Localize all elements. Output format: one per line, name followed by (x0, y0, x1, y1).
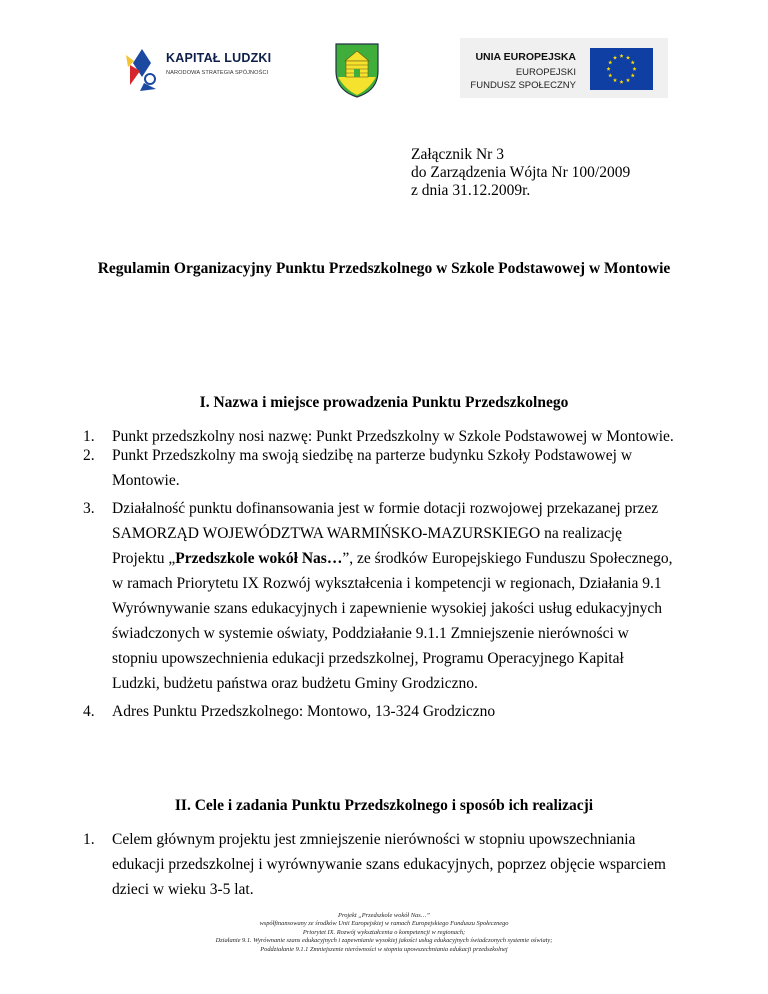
eu-logo (460, 38, 668, 98)
annex-line-2: do Zarządzenia Wójta Nr 100/2009 (411, 164, 631, 181)
list-item-line (112, 550, 673, 568)
kapital-ludzki-emblem-icon (122, 47, 162, 93)
kapital-ludzki-subtitle: NARODOWA STRATEGIA SPÓJNOŚCI (166, 70, 269, 76)
footer-line: Projekt „Przedszkole wokół Nas…” (338, 912, 430, 919)
list-item-line: Montowie. (112, 472, 180, 489)
coat-of-arms-icon (333, 41, 381, 99)
document-title: Regulamin Organizacyjny Punktu Przedszkolnego w Szkole Podstawowej w Montowie (97, 260, 671, 277)
list-item-number: 1. (83, 428, 95, 445)
kapital-ludzki-name: KAPITAŁ LUDZKI (166, 51, 272, 65)
kapital-ludzki-logo (122, 45, 272, 95)
list-item-line: Ludzki, budżetu państwa oraz budżetu Gminy Grodziczno. (112, 675, 478, 692)
eu-flag-icon (590, 48, 653, 90)
project-prefix: Projektu „ (112, 550, 176, 567)
list-item-line: Punkt Przedszkolny ma swoją siedzibę na parterze budynku Szkoły Podstawowej w (112, 447, 633, 464)
list-item-number: 1. (83, 831, 95, 848)
list-item-line: w ramach Priorytetu IX Rozwój wykształcenia i kompetencji w regionach, Działania 9.1 (112, 575, 662, 592)
list-item-line: Punkt przedszkolny nosi nazwę: Punkt Przedszkolny w Szkole Podstawowej w Montowie. (112, 428, 674, 445)
eu-line-2: EUROPEJSKI (515, 67, 576, 78)
footer-line: Priorytet IX. Rozwój wykształcenia o kompetencji w regionach; (302, 928, 466, 936)
section-1-heading: I. Nazwa i miejsce prowadzenia Punktu Przedszkolnego (199, 394, 569, 411)
footer-line: współfinansowany ze środków Unii Europejskiej w ramach Europejskiego Funduszu Społecznego (259, 920, 509, 928)
list-item-line: świadczonych w systemie oświaty, Poddziałanie 9.1.1 Zmniejszenie nierówności w (112, 625, 629, 642)
project-name: Przedszkole wokół Nas… (175, 550, 343, 567)
eu-line-3: FUNDUSZ SPOŁECZNY (470, 80, 576, 91)
eu-line-1: UNIA EUROPEJSKA (475, 51, 576, 63)
annex-line-1: Załącznik Nr 3 (411, 146, 504, 163)
project-suffix: ”, ze środków Europejskiego Funduszu Społecznego, (342, 550, 673, 567)
list-item-line: Działalność punktu dofinansowania jest w formie dotacji rozwojowej przekazanej przez (112, 500, 659, 517)
footer-line: Poddziałanie 9.1.1 Zmniejszenie nierówności w stopniu upowszechniania edukacji przedszkolnej (260, 945, 508, 953)
annex-line-3: z dnia 31.12.2009r. (411, 182, 531, 199)
annex-block (411, 146, 630, 200)
list-item-line: edukacji przedszkolnej i wyrównywanie szans edukacyjnych, poprzez objęcie wsparciem (112, 856, 666, 873)
list-item-number: 4. (83, 703, 95, 720)
footer-line: Działanie 9.1. Wyrównanie szans edukacyjnych i zapewnianie wysokiej jakości usług edukacyjnych świadczonych systemie oświaty; (215, 937, 553, 945)
list-item-line: SAMORZĄD WOJEWÓDZTWA WARMIŃSKO-MAZURSKIEGO na realizację (112, 525, 622, 542)
list-item-line: Celem głównym projektu jest zmniejszenie nierówności w stopniu upowszechniania (112, 831, 636, 848)
list-item-number: 3. (83, 500, 95, 517)
coat-of-arms (333, 41, 381, 99)
page-footer (0, 912, 768, 954)
list-item-number: 2. (83, 447, 95, 464)
list-item-line: dzieci w wieku 3-5 lat. (112, 881, 254, 898)
list-item-line: Adres Punktu Przedszkolnego: Montowo, 13-324 Grodziczno (112, 703, 496, 720)
list-item-line: Wyrównywanie szans edukacyjnych i zapewnienie wysokiej jakości usług edukacyjnych (112, 600, 663, 617)
list-item-line: stopniu upowszechnienia edukacji przedszkolnej, Programu Operacyjnego Kapitał (112, 650, 624, 667)
section-2-heading: II. Cele i zadania Punktu Przedszkolnego i sposób ich realizacji (174, 797, 594, 814)
